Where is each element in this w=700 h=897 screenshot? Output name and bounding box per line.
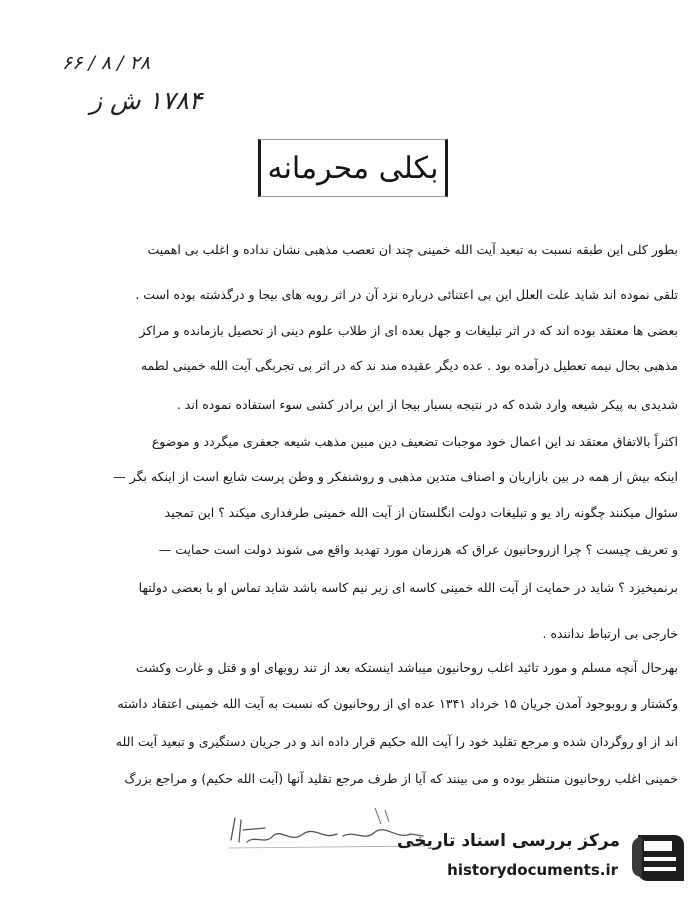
body-line: و تعریف چیست ؟ چرا ازروحانیون عراق که هرزمان مورد تهدید واقع می شوند دولت است حمایت — bbox=[158, 542, 678, 557]
body-line: خمینی اغلب روحانیون منتظر بوده و می بینند که آیا از طرف مرجع تقلید آنها (آیت الله حکیم) و مراجع بزرگ bbox=[124, 771, 678, 786]
document-title: بکلی محرمانه bbox=[267, 150, 439, 186]
body-line: سئوال میکنند چگونه راد یو و تبلیغات دولت انگلستان از آیت الله خمینی طرفداری میکند ؟ این تمجید bbox=[164, 505, 678, 520]
body-line: بهرحال آنچه مسلم و مورد تائید اغلب روحانیون میباشد اینستکه بعد از تند رویهای او و قتل و غارت وکشت bbox=[135, 660, 678, 675]
body-line: خارجی بی ارتباط نداننده . bbox=[542, 626, 678, 641]
archive-logo-icon bbox=[628, 827, 688, 887]
body-line: شدیدی به پیکر شیعه وارد شده که در نتیجه بسیار بیجا از این برادر کشی سوء استفاده نموده اند . bbox=[176, 397, 678, 412]
signature-scribble bbox=[225, 800, 430, 860]
body-line: اینکه بیش از همه در بین بازاریان و اصناف متدین مذهبی و روشنفکر و وطن پرست شایع است از اینکه بگر — bbox=[113, 469, 678, 484]
handwritten-reference-number: ۱۷۸۴ ش ز bbox=[90, 86, 203, 115]
body-line: بطور کلی این طبقه نسبت به تبعید آیت الله خمینی چند ان تعصب مذهبی نشان نداده و اغلب بی اهمیت bbox=[147, 242, 678, 257]
handwritten-date-note: ۲۸ / ۸ / ۶۶ bbox=[62, 52, 151, 74]
watermark-website: historydocuments.ir bbox=[447, 861, 618, 879]
classification-stamp-box bbox=[258, 139, 448, 197]
body-line: برنمیخیزد ؟ شاید در حمایت از آیت الله خمینی کاسه ای زیر نیم کاسه باشد شاید تماس او با بعضی دولتها bbox=[138, 580, 678, 595]
watermark-org-name: مرکز بررسی اسناد تاریخی bbox=[397, 831, 620, 851]
body-line: مذهبی بحال نیمه تعطیل درآمده بود . عده دیگر عقیده مند ند که در اثر بی تجربگی آیت الله خمینی لطمه bbox=[140, 358, 678, 373]
archive-watermark bbox=[397, 821, 690, 891]
body-line: وکشتار و روبوجود آمدن جریان ۱۵ خرداد ۱۳۴۱ عده ای از روحانیون که نسبت به آیت الله خمینی اعتقاد داشته bbox=[117, 696, 678, 711]
body-line: بعضی ها معتقد بوده اند که در اثر تبلیغات و جهل بعده ای از طلاب علوم دینی از تحصیل بازمانده و مراکز bbox=[139, 323, 678, 338]
body-line: تلقی نموده اند شاید علت العلل این بی اعتنائی درباره نزد آن در اثر رویه های بیجا و درگذشته بوده است . bbox=[135, 287, 678, 302]
body-line: اکثراً بالاتفاق معتقد ند این اعمال خود موجبات تضعیف دین مبین مذهب شیعه جعفری میگردد و موضوع bbox=[151, 434, 678, 449]
body-line: اند از او روگردان شده و مرجع تقلید خود را آیت الله حکیم قرار داده اند و در جریان دستگیری و تبعید آیت الله bbox=[115, 734, 678, 749]
